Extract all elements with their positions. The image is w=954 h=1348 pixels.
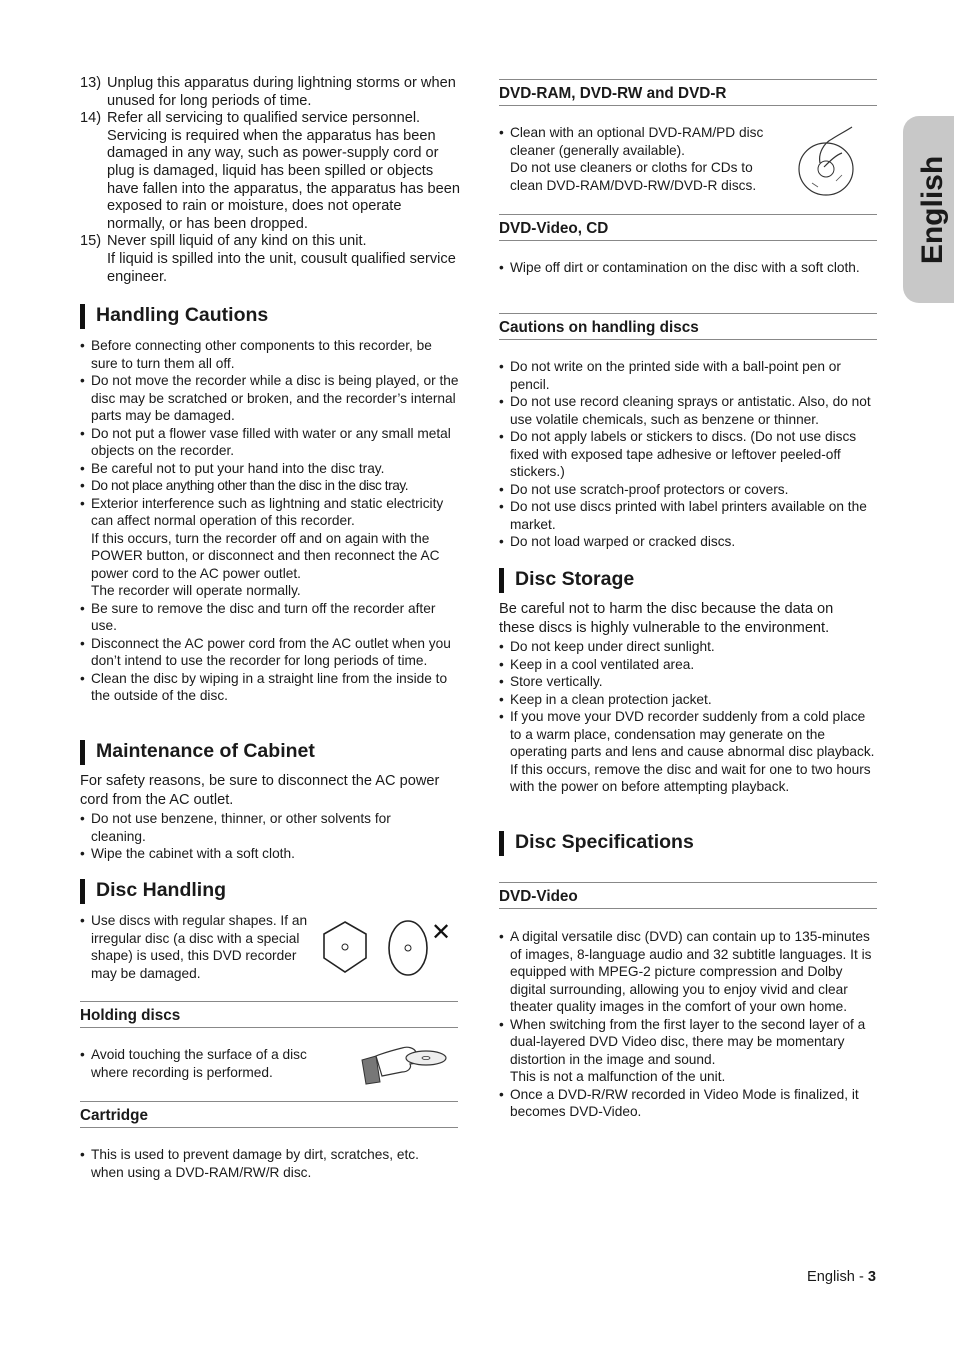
maintenance-list [80, 810, 420, 863]
dvd-ram-list [499, 124, 789, 194]
list-item: • Do not use record cleaning sprays or antistatic. Also, do not use volatile chemicals, such as benzene or thinner. [499, 393, 877, 428]
list-item: • Wipe the cabinet with a soft cloth. [80, 845, 420, 863]
page-footer [760, 1267, 876, 1287]
list-item: 14) Refer all servicing to qualified service personnel. Servicing is required when the apparatus has been damaged in any way, such as power-supply cord or plug is damaged, liquid has been spilled or objects have fallen into the apparatus, the apparatus has been exposed to rain or moisture, does not operate normally, or has been dropped. [80, 110, 460, 232]
handling-cautions-title: Handling Cautions [80, 303, 268, 327]
list-item: • A digital versatile disc (DVD) can contain up to 135-minutes of images, 8-language audio and 32 subtitle languages. It is equipped with MPEG-2 picture compression and Dolby digital surrounding, allowing you to enjoy vivid and clear theater quality images in the comfort of your own home. [499, 928, 879, 1016]
irregular-disc-illustration [318, 918, 458, 980]
page-number: 3 [867, 1269, 876, 1285]
disc-storage-title: Disc Storage [499, 567, 634, 591]
disc-storage-intro: Be careful not to harm the disc because the data on these discs is highly vulnerable to the environment. [499, 601, 834, 636]
list-item: • When switching from the first layer to the second layer of a dual-layered DVD Video disc, there may be momentary distortion in the image and sound. This is not a malfunction of the unit. [499, 1016, 879, 1086]
cautions-handling-heading: Cautions on handling discs [499, 313, 877, 340]
list-item: • Once a DVD-R/RW recorded in Video Mode is finalized, it becomes DVD-Video. [499, 1086, 879, 1121]
list-item: • Do not keep under direct sunlight. [499, 638, 877, 656]
list-item: 13) Unplug this apparatus during lightning storms or when unused for long periods of time. [80, 75, 456, 109]
dvd-video-cd-list [499, 259, 871, 277]
list-item: • Wipe off dirt or contamination on the disc with a soft cloth. [499, 259, 871, 277]
dvd-video-cd-heading: DVD-Video, CD [499, 214, 877, 241]
hand-holding-disc-icon [358, 1040, 450, 1088]
handling-cautions-list [80, 337, 462, 705]
list-item: • Do not use discs printed with label printers available on the market. [499, 498, 877, 533]
cartridge-heading: Cartridge [80, 1101, 458, 1128]
disc-specifications-list [499, 928, 879, 1121]
dvd-ram-heading: DVD-RAM, DVD-RW and DVD-R [499, 79, 877, 106]
cartridge-list [80, 1146, 452, 1181]
list-item: • Do not place anything other than the disc in the disc tray. [80, 477, 462, 495]
maintenance-intro: For safety reasons, be sure to disconnect the AC power cord from the AC outlet. [80, 773, 440, 808]
language-tab-label: English [916, 155, 949, 264]
list-item: • Store vertically. [499, 673, 877, 691]
list-item: • Clean the disc by wiping in a straight line from the inside to the outside of the disc. [80, 670, 462, 705]
numbered-safety-list [80, 75, 462, 286]
list-item: • Exterior interference such as lightning and static electricity can affect normal operation of this recorder. If this occurs, turn the recorder off and on again with the POWER button, or disconnect and then reconnect the AC power cord to the AC power outlet. The recorder will operate normally. [80, 495, 462, 600]
list-item: • Do not load warped or cracked discs. [499, 533, 877, 551]
list-item: • Be careful not to put your hand into the disc tray. [80, 460, 462, 478]
dvd-video-heading: DVD-Video [499, 882, 877, 909]
list-item: • Disconnect the AC power cord from the AC outlet when you don’t intend to use the recorder for long periods of time. [80, 635, 462, 670]
list-item: • Do not use scratch-proof protectors or covers. [499, 481, 877, 499]
footer-label: English - [807, 1269, 868, 1285]
list-item: • Before connecting other components to this recorder, be sure to turn them all off. [80, 337, 462, 372]
list-item: • Do not move the recorder while a disc is being played, or the disc may be scratched or broken, and the recorder’s internal parts may be damaged. [80, 372, 462, 425]
list-item: • Avoid touching the surface of a disc where recording is performed. [80, 1046, 325, 1081]
oval-disc-icon [389, 921, 427, 975]
hexagon-disc-icon [324, 922, 366, 972]
cautions-handling-list [499, 358, 877, 551]
list-item-text: Never spill liquid of any kind on this unit. [107, 233, 367, 250]
maintenance-title: Maintenance of Cabinet [80, 739, 315, 763]
list-item: • Do not write on the printed side with a ball-point pen or pencil. [499, 358, 877, 393]
holding-discs-heading: Holding discs [80, 1001, 458, 1028]
list-item: • Do not use benzene, thinner, or other solvents for cleaning. [80, 810, 420, 845]
list-item: • Keep in a clean protection jacket. [499, 691, 877, 709]
list-item-text: Unplug this apparatus during lightning storms or when unused for long periods of time. [107, 75, 456, 109]
disc-specifications-title: Disc Specifications [499, 830, 694, 854]
list-item: • Do not put a flower vase filled with water or any small metal objects on the recorder. [80, 425, 462, 460]
list-item: • If you move your DVD recorder suddenly from a cold place to a warm place, condensation may generate on the operating parts and lens and cause abnormal disc playback. If this occurs, remove the disc and wait for one to two hours with the power on before attempting playback. [499, 708, 877, 796]
disc-handling-list [80, 912, 308, 982]
list-item: • Clean with an optional DVD-RAM/PD disc cleaner (generally available). Do not use cleaners or cloths for CDs to clean DVD-RAM/DVD-RW/DVD-R discs. [499, 124, 789, 194]
x-mark-icon: ✕ [431, 918, 452, 946]
list-item-text: Refer all servicing to qualified service personnel. Servicing is required when the apparatus has been damaged in any way, such as power-supply cord or plug is damaged, liquid has been spilled or objects have fallen into the apparatus, the apparatus has been exposed to rain or moisture, does not operate normally, or has been dropped. [107, 110, 460, 232]
disc-cleaning-icon [796, 123, 862, 199]
disc-handling-title: Disc Handling [80, 878, 226, 902]
list-item: • This is used to prevent damage by dirt, scratches, etc. when using a DVD-RAM/RW/R disc. [80, 1146, 452, 1181]
holding-discs-list [80, 1046, 325, 1081]
list-item: 15) Never spill liquid of any kind on this unit. If liquid is spilled into the unit, cousult qualified service engineer. [80, 233, 456, 285]
list-item: • Be sure to remove the disc and turn off the recorder after use. [80, 600, 462, 635]
list-item: • Keep in a cool ventilated area. [499, 656, 877, 674]
disc-storage-list [499, 638, 877, 796]
list-item: • Use discs with regular shapes. If an irregular disc (a disc with a special shape) is used, this DVD recorder may be damaged. [80, 912, 308, 982]
list-item-text: If liquid is spilled into the unit, cousult qualified service engineer. [107, 250, 456, 285]
list-item: • Do not apply labels or stickers to discs. (Do not use discs fixed with exposed tape adhesive or leftover peeled-off stickers.) [499, 428, 877, 481]
language-side-tab [903, 116, 954, 303]
